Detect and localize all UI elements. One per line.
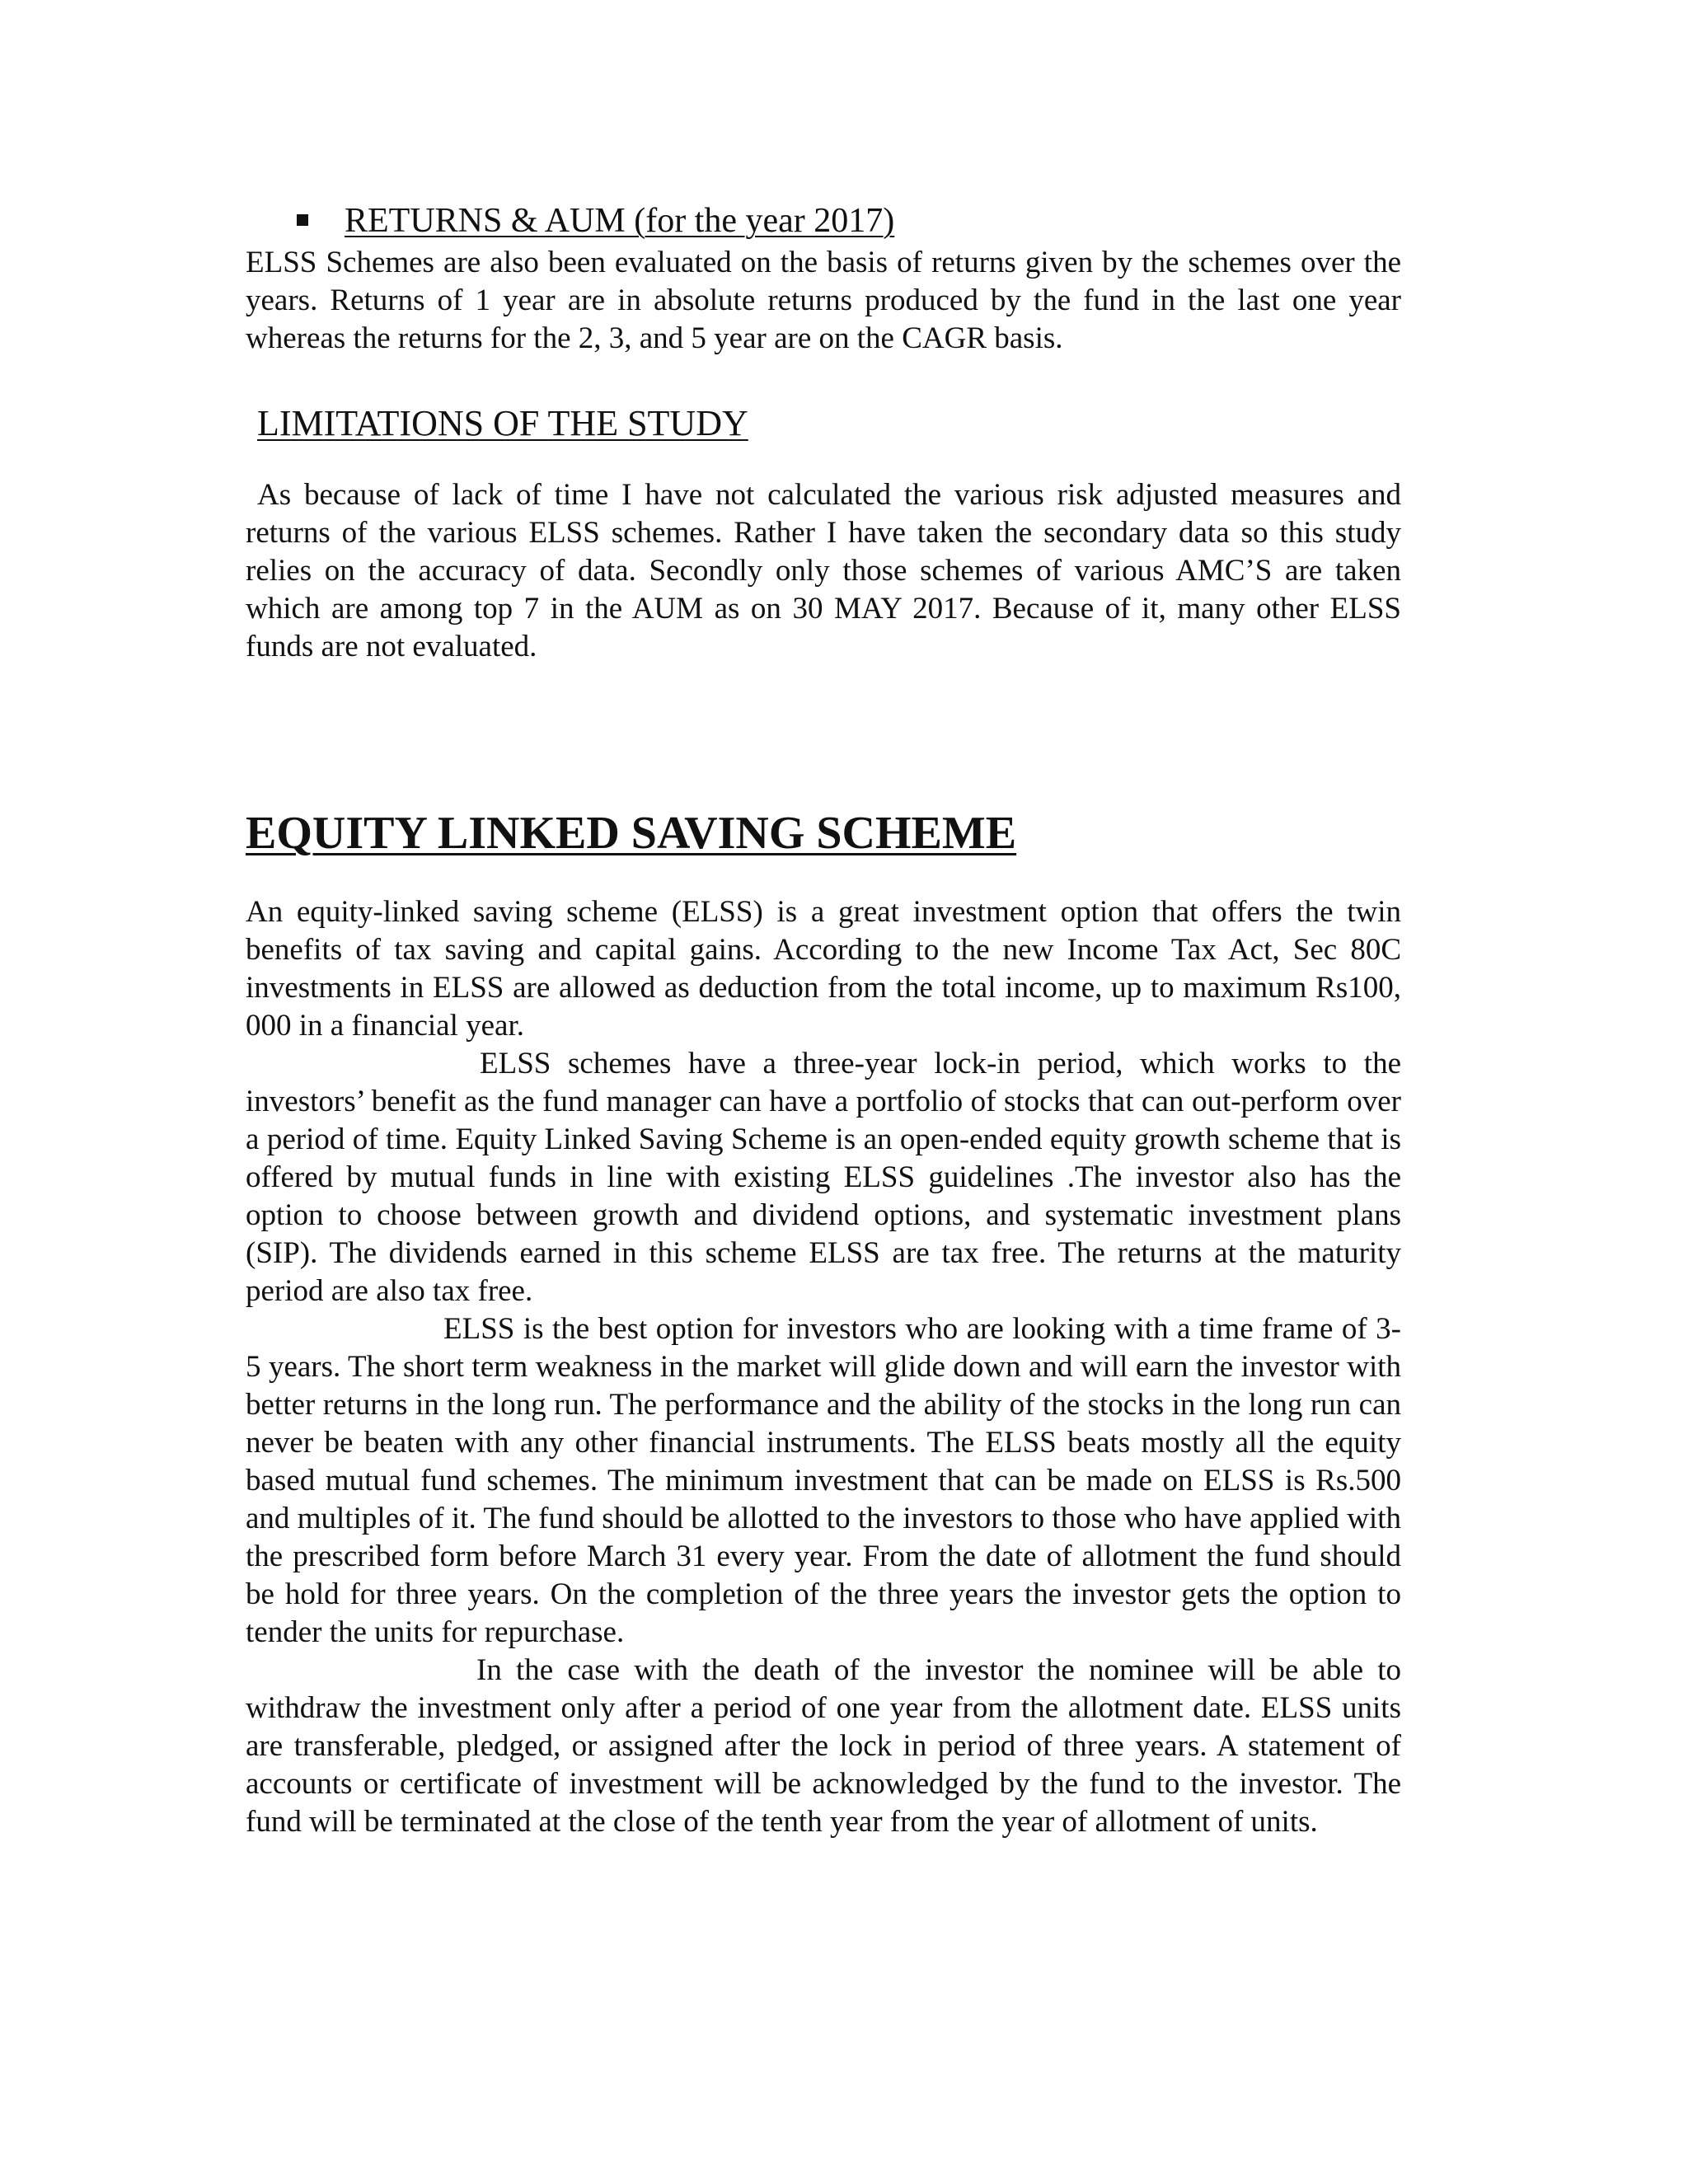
returns-bullet-item [246,198,1401,244]
elss-heading: EQUITY LINKED SAVING SCHEME [246,808,1017,859]
elss-paragraph-best-option: ELSS is the best option for investors who are looking with a time frame of 3-5 years. The short term weakness in the market will glide down and will earn the investor with better returns in the long run. The performance and the ability of the stocks in the long run can never be beaten with any other financial instruments. The ELSS beats mostly all the equity based mutual fund schemes. The minimum investment that can be made on ELSS is Rs.500 and multiples of it. The fund should be allotted to the investors to those who have applied with the prescribed form before March 31 every year. From the date of allotment the fund should be hold for three years. On the completion of the three years the investor gets the option to tender the units for repurchase. [246,1312,1401,1649]
square-bullet-icon [297,214,308,226]
limitations-heading: LIMITATIONS OF THE STUDY [257,403,748,443]
document-page [246,198,1401,1841]
elss-paragraph-lockin: ELSS schemes have a three-year lock-in period, which works to the investors’ benefit as the fund manager can have a portfolio of stocks that can out-perform over a period of time. Equity Linked Saving Scheme is an open-ended equity growth scheme that is offered by mutual funds in line with existing ELSS guidelines .The investor also has the option to choose between growth and dividend options, and systematic investment plans (SIP). The dividends earned in this scheme ELSS are tax free. The returns at the maturity period are also tax free. [246,1047,1401,1308]
elss-paragraph-intro: An equity-linked saving scheme (ELSS) is a great investment option that offers the twin benefits of tax saving and capital gains. According to the new Income Tax Act, Sec 80C investments in ELSS are allowed as deduction from the total income, up to maximum Rs100, 000 in a financial year. [246,895,1401,1043]
returns-paragraph: ELSS Schemes are also been evaluated on the basis of returns given by the schemes over the years. Returns of 1 year are in absolute returns produced by the fund in the last one year whereas the returns for the 2, 3, and 5 year are on the CAGR basis. [246,246,1401,355]
elss-paragraph-death-nominee: In the case with the death of the investor the nominee will be able to withdraw the investment only after a period of one year from the allotment date. ELSS units are transferable, pledged, or assigned after the lock in period of three years. A statement of accounts or certificate of investment will be acknowledged by the fund to the investor. The fund will be terminated at the close of the tenth year from the year of allotment of units. [246,1653,1401,1839]
returns-title: RETURNS & AUM (for the year 2017) [345,202,895,240]
limitations-paragraph: As because of lack of time I have not calculated the various risk adjusted measures and returns of the various ELSS schemes. Rather I have taken the secondary data so this study relies on the accuracy of data. Secondly only those schemes of various AMC’S are taken which are among top 7 in the AUM as on 30 MAY 2017. Because of it, many other ELSS funds are not evaluated. [246,478,1401,663]
